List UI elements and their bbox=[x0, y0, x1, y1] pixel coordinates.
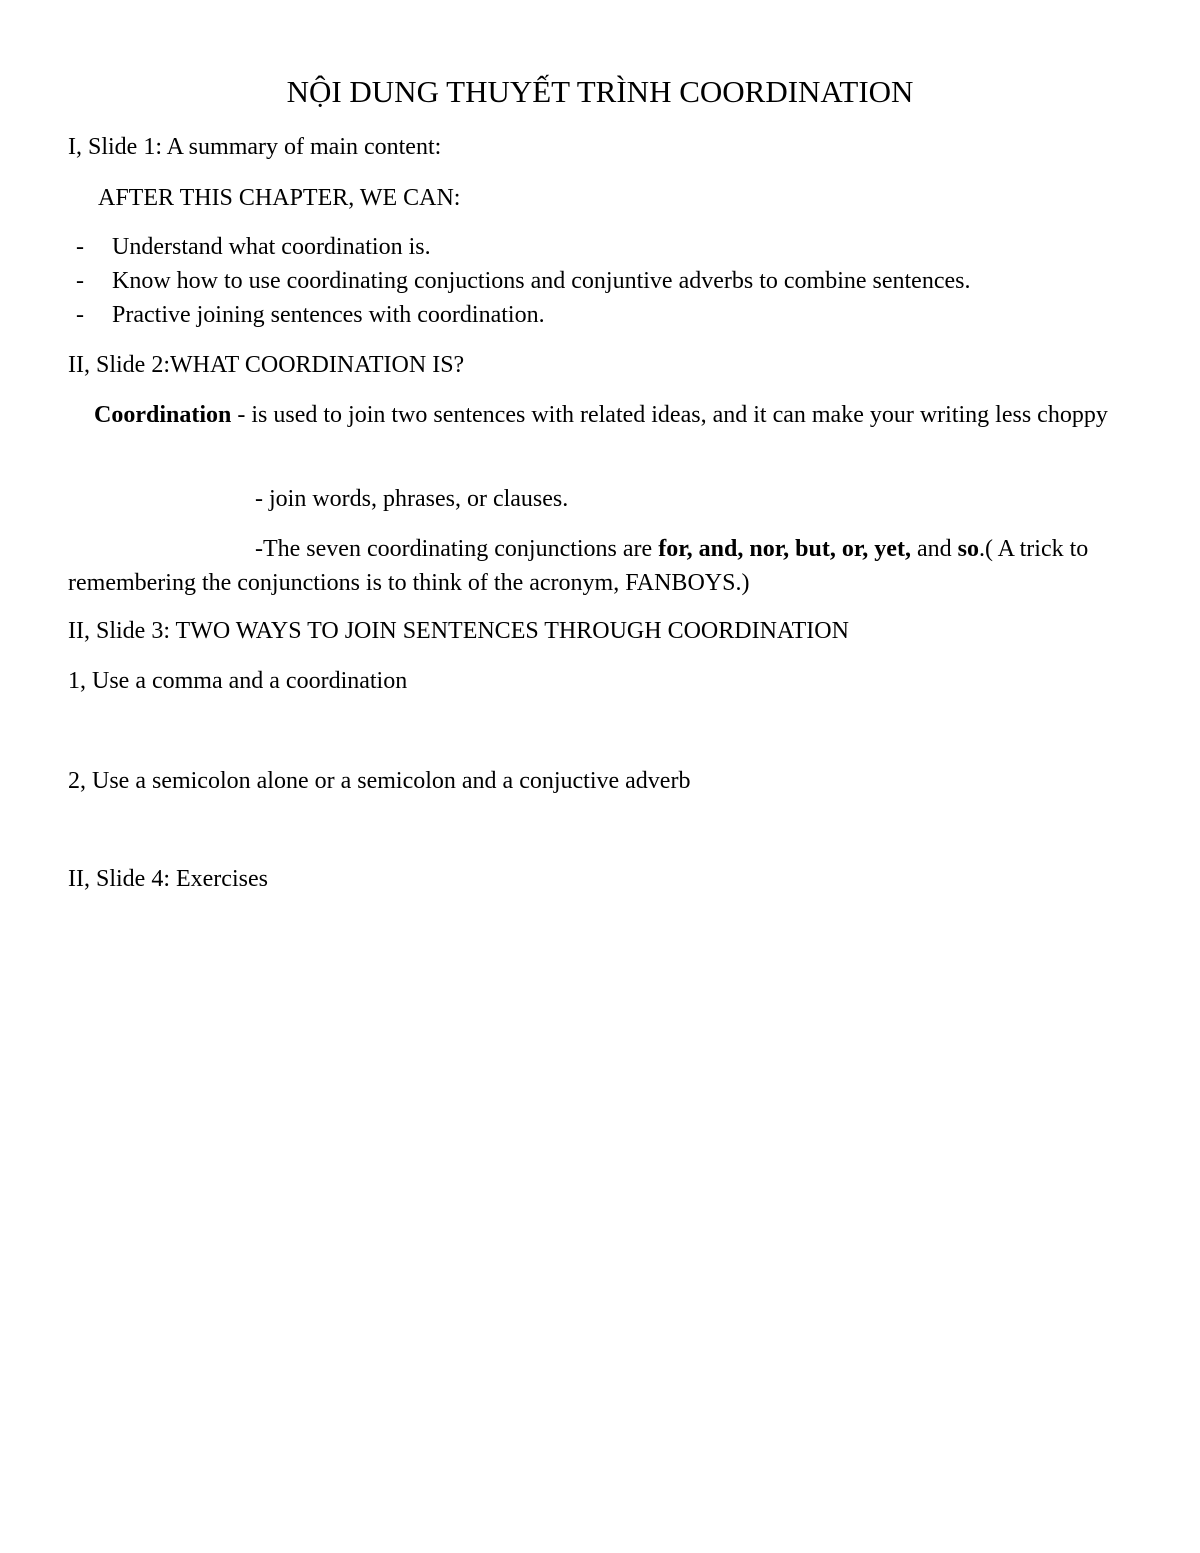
conjunction-nor: nor, bbox=[749, 536, 790, 562]
fanboys-tip: .( A trick to remembering the conjunctions is to think of the acronym, FANBOYS.) bbox=[68, 536, 1089, 596]
slide1-subheading: AFTER THIS CHAPTER, WE CAN: bbox=[98, 185, 461, 211]
conjunctions-intro: -The seven coordinating conjunctions are bbox=[255, 536, 659, 562]
conjunction-so: so bbox=[957, 536, 979, 562]
list-item bbox=[0, 230, 1200, 264]
bullet-marker: - bbox=[76, 302, 84, 328]
document-title: NỘI DUNG THUYẾT TRÌNH COORDINATION bbox=[286, 74, 914, 109]
conjunction-yet: yet, bbox=[874, 536, 911, 562]
list-item bbox=[0, 264, 1200, 298]
slide4-heading: II, Slide 4: Exercises bbox=[68, 866, 268, 892]
and-word: and bbox=[916, 536, 952, 562]
conjunction-for: for, bbox=[658, 536, 693, 562]
way-1: 1, Use a comma and a coordination bbox=[68, 668, 408, 694]
conjunction-and: and, bbox=[698, 536, 744, 562]
slide2-heading: II, Slide 2:WHAT COORDINATION IS? bbox=[68, 352, 465, 378]
list-item bbox=[0, 298, 1200, 332]
way-2: 2, Use a semicolon alone or a semicolon and a conjuctive adverb bbox=[68, 768, 691, 794]
slide1-heading: I, Slide 1: A summary of main content: bbox=[68, 134, 442, 160]
bullet-marker: - bbox=[76, 268, 84, 294]
coordination-point-1: - join words, phrases, or clauses. bbox=[255, 486, 569, 512]
bullet-marker: - bbox=[76, 234, 84, 260]
conjunction-but: but, bbox=[795, 536, 836, 562]
bullet-text: Practive joining sentences with coordination. bbox=[112, 302, 545, 328]
bullet-text: Understand what coordination is. bbox=[112, 234, 431, 260]
bullet-text: Know how to use coordinating conjuctions and conjuntive adverbs to combine sentences. bbox=[112, 268, 971, 294]
slide3-heading: II, Slide 3: TWO WAYS TO JOIN SENTENCES THROUGH COORDINATION bbox=[68, 618, 849, 644]
conjunction-or: or, bbox=[841, 536, 869, 562]
coordination-definition bbox=[68, 398, 1132, 432]
coordination-point-2 bbox=[68, 532, 1132, 600]
definition-text: - is used to join two sentences with related ideas, and it can make your writing less choppy bbox=[231, 402, 1108, 428]
coordination-term: Coordination bbox=[94, 402, 232, 428]
